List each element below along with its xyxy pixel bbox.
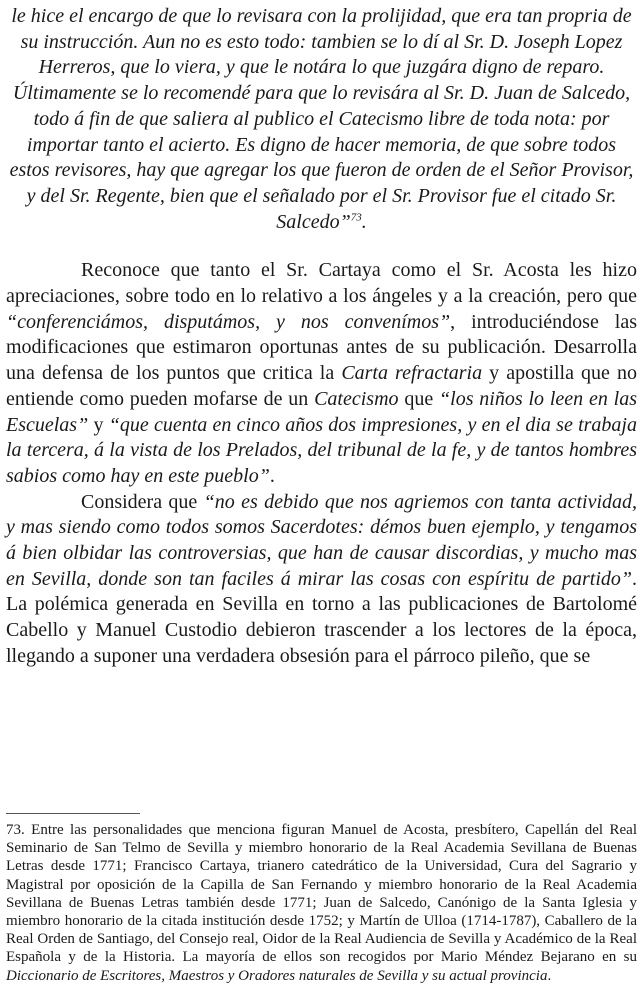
italic-quote: “no es debido que nos agriemos con tanta actividad, y mas siendo como todos somos Sacerdotes: démos buen ejemplo, y tengamos á bien olbidar las controversias, que han de causar discordias, y mucho mas en Sevilla, donde son tan faciles á mirar las cosas con espíritu de partido”: [6, 490, 637, 590]
paragraph-text: que: [398, 387, 440, 410]
footnote-text: 73. Entre las personalidades que menciona figuran Manuel de Acosta, presbítero, Capellán del Real Seminario de San Telmo de Sevilla y miembro honorario de la Real Academia Sevillana de Buenas Letras desde 1771; Francisco Cartaya, trianero catedrático de la Universidad, Cura del Sagrario y Magistral por oposición de la Capilla de San Fernando y miembro honorario de la Real Academia Sevillana de Buenas Letras también desde 1771; Juan de Salcedo, Canónigo de la Santa Iglesia y miembro honorario de la citada institución desde 1752; y Martín de Ulloa (1714-1787), Caballero de la Real Orden de Santiago, del Consejo real, Oidor de la Real Audiencia de Sevilla y Académico de la Real Española y de la Historia. La mayoría de ellos son recogidos por Mario Méndez Bejarano en su: [6, 822, 637, 966]
footnote-separator: [6, 813, 140, 814]
paragraph-text: y: [88, 413, 109, 436]
block-quote-text: le hice el encargo de que lo revisara con la prolijidad, que era tan propria de su instrucción. Aun no es esto todo: tambien se lo dí al Sr. D. Joseph Lopez Herreros, que lo viera, y que le notára lo que juzgára digno de reparo. Últimamente se lo recomendé para que lo revisára al Sr. D. Juan de Salcedo, todo á fin de que saliera al publico el Catecismo libre de toda nota: por importar tanto el acierto. Es digno de hacer memoria, de que sobre todos estos revisores, hay que agregar los que fueron de orden de el Señor Provisor, y del Sr. Regente, bien que el señalado por el Sr. Provisor fue el citado Sr. Salcedo”: [9, 5, 634, 233]
italic-quote: “que cuenta en cinco años dos impresiones, y en el dia se trabaja la tercera, á la vista de los Prelados, del tribunal de la fe, y de tantos hombres sabios como hay en este pueblo”: [6, 413, 637, 487]
block-quote: [6, 4, 637, 235]
paragraph-considera: [6, 490, 637, 670]
footnote-73: [6, 821, 637, 985]
italic-quote: “los niños lo leen en las Escuelas”: [6, 387, 637, 436]
footnote-end: .: [547, 967, 552, 984]
italic-quote: “conferenciámos, disputámos, y nos convenímos”: [6, 310, 451, 333]
paragraph-text: .: [269, 464, 275, 487]
paragraph-text: . La polémica generada en Sevilla en torno a las publicaciones de Bartolomé Cabello y Manuel Custodio debieron trascender a los lectores de la época, llegando a suponer una verdadera obsesión para el párroco pileño, que se: [6, 567, 637, 667]
paragraph-text: y apostilla que no entiende como pueden mofarse de un: [6, 362, 637, 410]
paragraph-text: Reconoce que tanto el Sr. Cartaya como el Sr. Acosta les hizo apreciaciones, sobre todo en lo relativo a los ángeles y a la creación, pero que: [6, 259, 637, 308]
italic-title: Catecismo: [314, 387, 399, 410]
italic-title: Carta refractaria: [341, 362, 483, 385]
paragraph-text: , introduciéndose las modificaciones que estimaron oportunas antes de su publicación. Desarrolla una defensa de los puntos que critica la: [6, 310, 637, 385]
paragraph-text: Considera que: [81, 490, 204, 513]
block-quote-end: .: [361, 210, 367, 233]
footnote-book-title: Diccionario de Escritores, Maestros y Oradores naturales de Sevilla y su actual provincia: [6, 967, 548, 984]
page-body: [6, 4, 637, 670]
footnote-reference-73[interactable]: 73: [350, 210, 362, 223]
paragraph-reconoce: [6, 258, 637, 489]
